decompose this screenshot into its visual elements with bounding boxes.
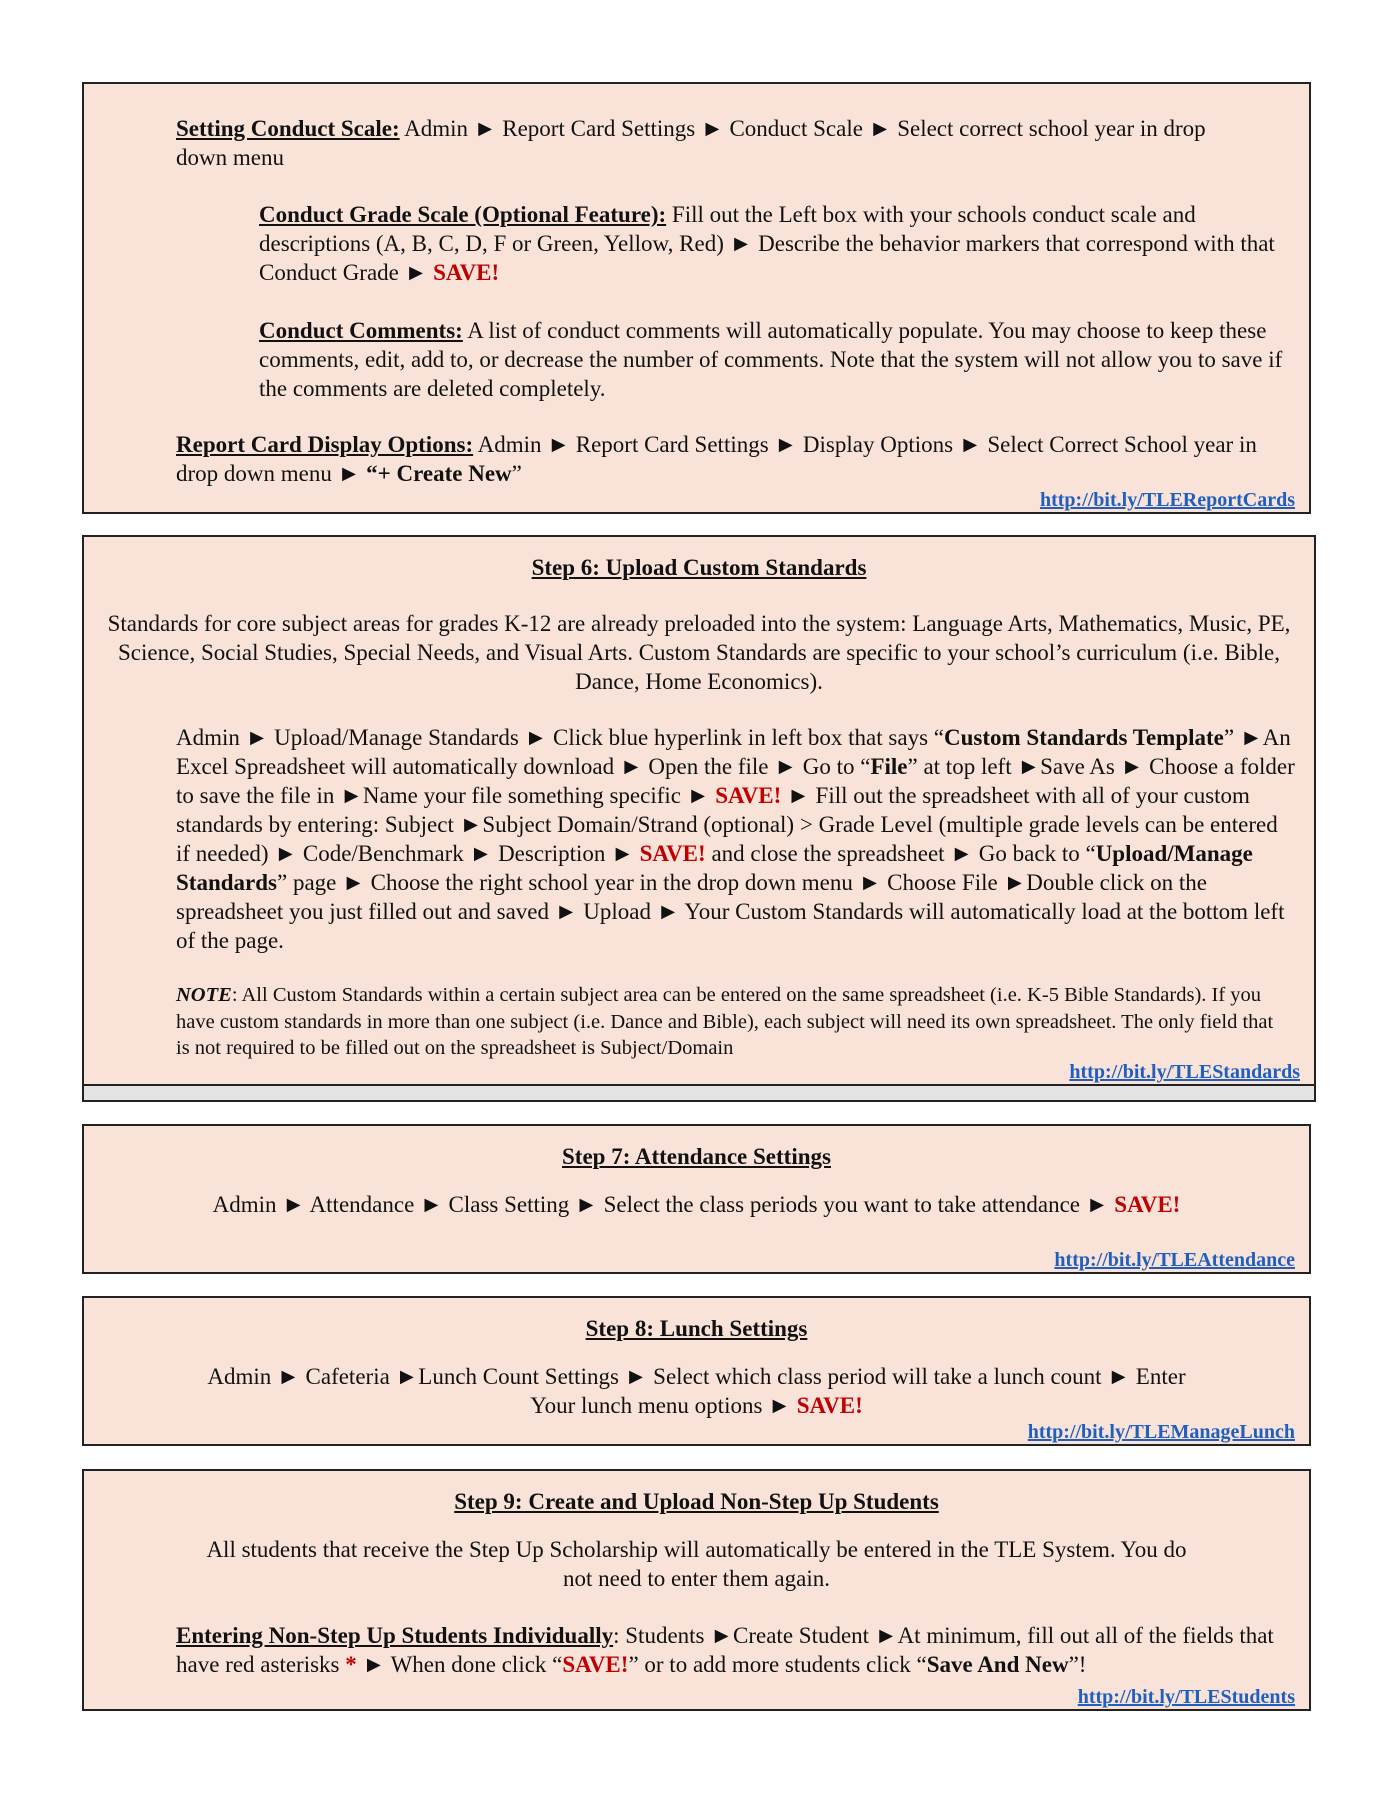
bold-text: Upload/Manage Standards — [176, 841, 1253, 895]
section-heading: Conduct Comments: — [259, 318, 463, 343]
save-emphasis: SAVE! — [639, 841, 706, 866]
step6-instructions-paragraph — [176, 723, 1296, 955]
text-segment: and close the spreadsheet ► Go back to “ — [705, 841, 1096, 866]
text-segment: ► Fill out the spreadsheet with all of your custom standards by entering: Subject ►Subject Domain/Strand (optional) > Grade Level (multiple grade levels can be entered if needed) ► Code/Benchmark ► Description ► — [176, 783, 1278, 866]
attendance-link[interactable]: http://bit.ly/TLEAttendance — [1054, 1249, 1295, 1271]
text-segment: All students that receive the Step Up Scholarship will automatically be entered in the TLE System. You do not need to enter them again. — [206, 1537, 1187, 1591]
text-segment: : Students ►Create Student ►At minimum, fill out all of the fields that have red asterisks — [176, 1623, 1274, 1677]
section-heading: Conduct Grade Scale (Optional Feature): — [259, 202, 667, 227]
standards-link[interactable]: http://bit.ly/TLEStandards — [1069, 1061, 1300, 1083]
setting-conduct-scale-paragraph — [176, 114, 1236, 172]
step7-title: Step 7: Attendance Settings — [562, 1144, 831, 1169]
step7-instructions — [84, 1190, 1309, 1219]
save-emphasis: SAVE! — [715, 783, 782, 808]
save-emphasis: SAVE! — [433, 260, 500, 285]
bold-text: Custom Standards Template — [943, 725, 1224, 750]
bold-text: “+ Create New — [366, 461, 512, 486]
text-segment: Admin ► Cafeteria ►Lunch Count Settings ► Select which class period will take a lunch count ► Enter Your lunch menu options ► — [207, 1364, 1186, 1418]
step6-section — [82, 535, 1316, 1102]
report-cards-link[interactable]: http://bit.ly/TLEReportCards — [1039, 489, 1295, 511]
step8-section — [82, 1296, 1311, 1446]
section-heading: Entering Non-Step Up Students Individually — [176, 1623, 614, 1648]
step9-section — [82, 1469, 1311, 1711]
report-card-display-options-paragraph — [176, 430, 1291, 488]
save-emphasis: * — [345, 1652, 357, 1677]
conduct-grade-scale-paragraph — [259, 200, 1289, 287]
bold-text: NOTE — [176, 984, 232, 1006]
report-card-settings-section — [82, 82, 1311, 514]
save-emphasis: SAVE! — [562, 1652, 629, 1677]
save-emphasis: SAVE! — [796, 1393, 863, 1418]
step6-note-paragraph — [176, 982, 1286, 1062]
bold-text: File — [870, 754, 908, 779]
text-segment: ” at top left ►Save As ► Choose a folder to save the file in ►Name your file something specific ► — [176, 754, 1295, 808]
text-segment: Admin ► Report Card Settings ► Conduct Scale ► Select correct school year in drop down menu — [176, 116, 1206, 170]
step9-title: Step 9: Create and Upload Non-Step Up Students — [454, 1489, 939, 1514]
manage-lunch-link[interactable]: http://bit.ly/TLEManageLunch — [1027, 1421, 1295, 1443]
divider-bar — [84, 1084, 1314, 1100]
students-link[interactable]: http://bit.ly/TLEStudents — [1077, 1686, 1295, 1708]
step7-section — [82, 1124, 1311, 1274]
save-emphasis: SAVE! — [1114, 1192, 1181, 1217]
text-segment: Admin ► Attendance ► Class Setting ► Select the class periods you want to take attendance ► — [212, 1192, 1115, 1217]
section-heading: Report Card Display Options: — [176, 432, 474, 457]
step6-intro-paragraph — [104, 609, 1294, 696]
text-segment: ”! — [1068, 1652, 1087, 1677]
step9-individual-entry — [176, 1621, 1296, 1679]
text-segment: Standards for core subject areas for grades K-12 are already preloaded into the system: Language Arts, Mathematics, Music, PE, Science, Social Studies, Special Needs, and Visual Arts. Custom Standards are specific to your school’s curriculum (i.e. Bible, Dance, Home Economics). — [107, 611, 1291, 694]
step8-instructions — [184, 1362, 1209, 1420]
section-heading: Setting Conduct Scale: — [176, 116, 400, 141]
text-segment: A list of conduct comments will automatically populate. You may choose to keep these comments, edit, add to, or decrease the number of comments. Note that the system will not allow you to save if the comments are deleted completely. — [259, 318, 1283, 401]
text-segment: ” ►An Excel Spreadsheet will automatically download ► Open the file ► Go to “ — [176, 725, 1291, 779]
text-segment: ► When done click “ — [356, 1652, 563, 1677]
step9-intro — [194, 1535, 1199, 1593]
text-segment: Fill out the Left box with your schools conduct scale and descriptions (A, B, C, D, F or Green, Yellow, Red) ► Describe the behavior markers that correspond with that Conduct Grade ► — [259, 202, 1275, 285]
text-segment: ” — [511, 461, 522, 486]
text-segment: Admin ► Report Card Settings ► Display Options ► Select Correct School year in drop down menu ► — [176, 432, 1257, 486]
bold-text: Save And New — [926, 1652, 1069, 1677]
step6-title: Step 6: Upload Custom Standards — [531, 555, 867, 580]
text-segment: ” or to add more students click “ — [628, 1652, 927, 1677]
text-segment: Admin ► Upload/Manage Standards ► Click blue hyperlink in left box that says “ — [176, 725, 944, 750]
text-segment: : All Custom Standards within a certain subject area can be entered on the same spreadsheet (i.e. K-5 Bible Standards). If you have custom standards in more than one subject (i.e. Dance and Bible), each subject will need its own spreadsheet. The only field that is not required to be filled out on the spreadsheet is Subject/Domain — [176, 984, 1274, 1059]
conduct-comments-paragraph — [259, 316, 1289, 403]
step8-title: Step 8: Lunch Settings — [585, 1316, 808, 1341]
text-segment: ” page ► Choose the right school year in the drop down menu ► Choose File ►Double click on the spreadsheet you just filled out and saved ► Upload ► Your Custom Standards will automatically load at the bottom left of the page. — [176, 870, 1285, 953]
